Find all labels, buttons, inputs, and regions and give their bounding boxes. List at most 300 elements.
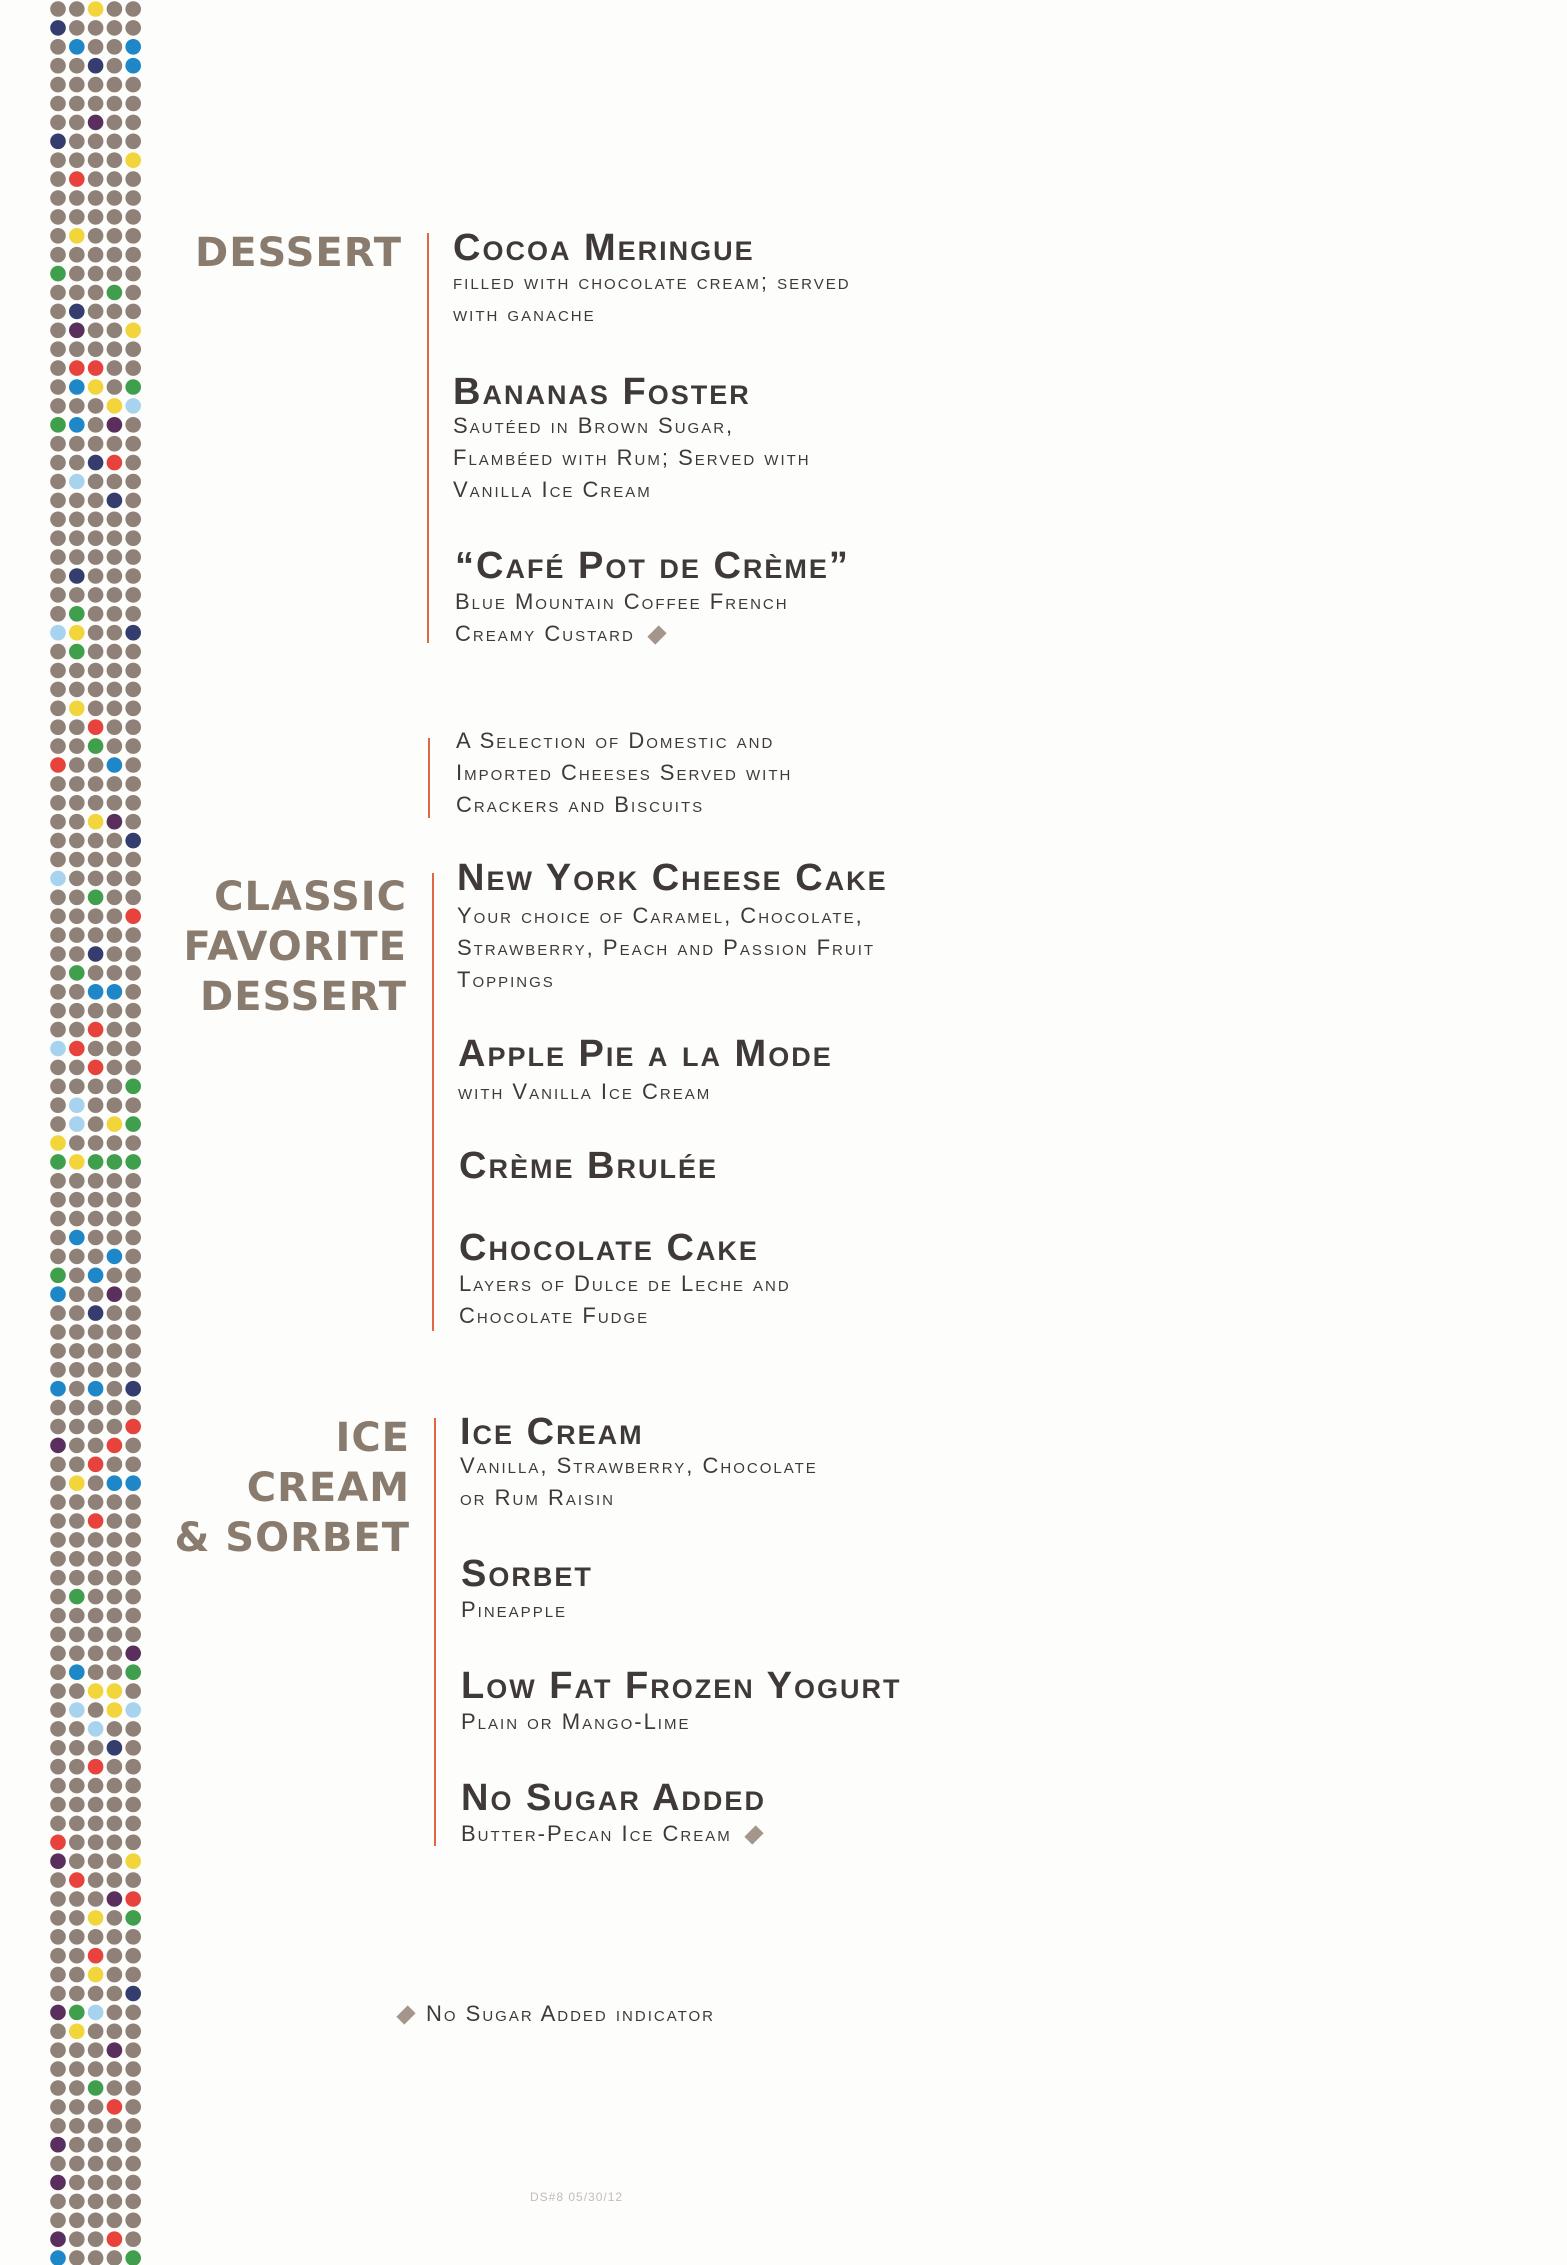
decorative-dot <box>88 1457 104 1473</box>
decorative-dot <box>50 1249 66 1265</box>
decorative-dot <box>50 209 66 225</box>
decorative-dot <box>50 1003 66 1019</box>
decorative-dot <box>50 1475 66 1491</box>
decorative-dot <box>50 946 66 962</box>
decorative-dot <box>125 908 141 924</box>
decorative-dot <box>125 946 141 962</box>
decorative-dot <box>125 984 141 1000</box>
decorative-dot <box>125 360 141 376</box>
decorative-dot <box>50 1702 66 1718</box>
decorative-dot <box>125 606 141 622</box>
decorative-dot <box>88 1041 104 1057</box>
decorative-dot <box>107 115 123 131</box>
decorative-dot <box>69 833 85 849</box>
decorative-dot <box>69 171 85 187</box>
decorative-dot <box>88 1853 104 1869</box>
decorative-dot <box>69 1948 85 1964</box>
legend-label: No Sugar Added indicator <box>426 2001 715 2026</box>
decorative-dot <box>88 1343 104 1359</box>
decorative-dot <box>107 2250 123 2265</box>
decorative-dot <box>88 1627 104 1643</box>
decorative-dot <box>69 1116 85 1132</box>
decorative-dot <box>50 2061 66 2077</box>
decorative-dot <box>107 719 123 735</box>
decorative-dot <box>50 512 66 528</box>
decorative-dot <box>107 1211 123 1227</box>
decorative-dot <box>107 1967 123 1983</box>
decorative-dot <box>88 341 104 357</box>
decorative-dot <box>50 20 66 36</box>
decorative-dot <box>69 1230 85 1246</box>
decorative-dot <box>69 1702 85 1718</box>
decorative-dot <box>107 1589 123 1605</box>
decorative-dot <box>69 2231 85 2247</box>
decorative-dot <box>125 1910 141 1926</box>
decorative-dot <box>107 190 123 206</box>
decorative-dot <box>50 927 66 943</box>
menu-item-description: Toppings <box>457 967 555 992</box>
decorative-dot <box>125 115 141 131</box>
decorative-dot <box>125 1457 141 1473</box>
decorative-dot <box>88 2080 104 2096</box>
menu-item-description: Imported Cheeses Served with <box>456 760 793 785</box>
decorative-dot <box>50 1286 66 1302</box>
section-title-ice-cream-sorbet <box>174 1413 410 1563</box>
decorative-dot <box>107 77 123 93</box>
menu-item-description: Flambéed with Rum; Served with <box>453 445 811 470</box>
decorative-dot <box>50 398 66 414</box>
decorative-dot <box>125 1967 141 1983</box>
decorative-dot <box>88 1513 104 1529</box>
decorative-dot <box>69 1683 85 1699</box>
decorative-dot <box>69 1891 85 1907</box>
decorative-dot <box>50 2194 66 2210</box>
decorative-dot <box>50 1872 66 1888</box>
decorative-dot <box>107 738 123 754</box>
decorative-dot <box>50 890 66 906</box>
menu-item-name: “Café Pot de Crème” <box>455 545 850 587</box>
decorative-dot <box>107 2118 123 2134</box>
decorative-dot <box>69 1097 85 1113</box>
decorative-dot <box>125 701 141 717</box>
no-sugar-legend <box>398 1998 715 2030</box>
decorative-dot <box>88 134 104 150</box>
menu-item-name: No Sugar Added <box>461 1777 766 1819</box>
decorative-dot <box>125 190 141 206</box>
decorative-dot <box>50 1570 66 1586</box>
decorative-dot <box>107 1343 123 1359</box>
decorative-dot <box>50 1646 66 1662</box>
decorative-dot <box>69 663 85 679</box>
decorative-dot <box>88 1608 104 1624</box>
decorative-dot <box>88 247 104 263</box>
decorative-dot <box>50 1079 66 1095</box>
decorative-dot <box>69 1721 85 1737</box>
decorative-dot <box>107 1381 123 1397</box>
decorative-dot <box>88 1381 104 1397</box>
decorative-dot <box>107 1097 123 1113</box>
menu-item-name: New York Cheese Cake <box>457 857 888 899</box>
decorative-dot <box>50 1457 66 1473</box>
decorative-dot <box>69 341 85 357</box>
menu-item-name: Crème Brulée <box>459 1145 718 1187</box>
decorative-dot <box>107 1721 123 1737</box>
decorative-dot <box>125 266 141 282</box>
decorative-dot <box>88 1551 104 1567</box>
decorative-dot <box>69 625 85 641</box>
decorative-dot <box>69 58 85 74</box>
decorative-dot <box>50 2042 66 2058</box>
decorative-dot <box>107 1797 123 1813</box>
decorative-dot <box>125 1438 141 1454</box>
decorative-dot <box>50 152 66 168</box>
decorative-dot <box>69 852 85 868</box>
decorative-dot <box>88 398 104 414</box>
decorative-dot <box>69 1551 85 1567</box>
decorative-dot <box>88 1778 104 1794</box>
decorative-dot <box>50 2099 66 2115</box>
decorative-dot <box>50 134 66 150</box>
decorative-dot <box>107 1041 123 1057</box>
menu-item-description: Blue Mountain Coffee French <box>455 589 789 614</box>
decorative-dot <box>88 2042 104 2058</box>
decorative-dot <box>125 1305 141 1321</box>
decorative-dot <box>50 455 66 471</box>
decorative-dot <box>125 228 141 244</box>
decorative-dot <box>50 663 66 679</box>
decorative-dot <box>125 2042 141 2058</box>
decorative-dot <box>88 417 104 433</box>
decorative-dot <box>107 398 123 414</box>
decorative-dot <box>69 360 85 376</box>
decorative-dot <box>125 1740 141 1756</box>
decorative-dot <box>50 568 66 584</box>
decorative-dot <box>88 512 104 528</box>
decorative-dot <box>125 1003 141 1019</box>
decorative-dot <box>50 1305 66 1321</box>
decorative-dot <box>107 1853 123 1869</box>
decorative-dot <box>69 1664 85 1680</box>
decorative-dot <box>50 1853 66 1869</box>
decorative-dot <box>69 1778 85 1794</box>
decorative-dot <box>107 1079 123 1095</box>
decorative-dot <box>88 1986 104 2002</box>
decorative-dot <box>50 1589 66 1605</box>
decorative-dot <box>125 1041 141 1057</box>
decorative-dot <box>69 1608 85 1624</box>
decorative-dot <box>88 833 104 849</box>
section-title-dessert <box>195 228 402 278</box>
decorative-dot <box>69 1305 85 1321</box>
decorative-dot <box>50 2080 66 2096</box>
decorative-dot <box>50 587 66 603</box>
decorative-dot <box>50 190 66 206</box>
decorative-dot <box>69 927 85 943</box>
decorative-dot <box>107 247 123 263</box>
decorative-dot <box>125 209 141 225</box>
decorative-dot <box>88 927 104 943</box>
decorative-dot <box>125 871 141 887</box>
decorative-dot <box>107 1249 123 1265</box>
decorative-dot <box>107 814 123 830</box>
decorative-dot <box>88 1268 104 1284</box>
decorative-dot <box>125 549 141 565</box>
decorative-dot <box>88 795 104 811</box>
decorative-dot <box>107 2061 123 2077</box>
decorative-dot <box>125 1891 141 1907</box>
decorative-dot <box>69 1853 85 1869</box>
menu-item-name: Sorbet <box>461 1553 593 1595</box>
decorative-dot <box>88 1211 104 1227</box>
decorative-dot <box>88 228 104 244</box>
decorative-dot <box>50 757 66 773</box>
decorative-dot <box>107 1910 123 1926</box>
decorative-dot <box>107 606 123 622</box>
no-sugar-diamond-icon <box>744 1826 763 1845</box>
decorative-dot <box>125 1608 141 1624</box>
decorative-dot <box>50 1097 66 1113</box>
decorative-dot <box>125 493 141 509</box>
decorative-dot <box>125 1551 141 1567</box>
decorative-dot <box>88 1060 104 1076</box>
decorative-dot <box>50 1721 66 1737</box>
decorative-dot <box>50 2024 66 2040</box>
decorative-dot <box>125 1513 141 1529</box>
decorative-dot <box>50 1986 66 2002</box>
decorative-dot <box>125 776 141 792</box>
decorative-dot <box>50 228 66 244</box>
decorative-dot <box>125 1324 141 1340</box>
decorative-dot <box>50 1740 66 1756</box>
decorative-dot <box>125 171 141 187</box>
decorative-dot <box>125 1230 141 1246</box>
decorative-dot <box>88 738 104 754</box>
decorative-dot <box>50 1343 66 1359</box>
decorative-dot <box>69 1513 85 1529</box>
decorative-dot <box>69 1400 85 1416</box>
decorative-dot <box>88 1797 104 1813</box>
decorative-dot <box>50 247 66 263</box>
decorative-dot <box>69 1003 85 1019</box>
document-code: DS#8 05/30/12 <box>530 2190 624 2204</box>
decorative-dot <box>107 1494 123 1510</box>
section-rule <box>432 873 434 1331</box>
decorative-dot <box>125 304 141 320</box>
decorative-dot <box>50 1929 66 1945</box>
decorative-dot <box>88 625 104 641</box>
decorative-dot <box>88 20 104 36</box>
decorative-dot <box>69 946 85 962</box>
menu-item-description: Pineapple <box>461 1597 568 1622</box>
menu-item-name: Chocolate Cake <box>459 1227 759 1269</box>
decorative-dot <box>69 795 85 811</box>
decorative-dot <box>107 360 123 376</box>
decorative-dot <box>88 719 104 735</box>
decorative-dot <box>125 1702 141 1718</box>
menu-item-description: Vanilla, Strawberry, Chocolate <box>460 1453 818 1478</box>
decorative-dot <box>69 152 85 168</box>
decorative-dot <box>69 2194 85 2210</box>
section-title-line: DESSERT <box>200 974 407 1020</box>
decorative-dot <box>69 1419 85 1435</box>
decorative-dot <box>88 1494 104 1510</box>
decorative-dot <box>107 39 123 55</box>
decorative-dot <box>69 1135 85 1151</box>
decorative-dot <box>50 96 66 112</box>
decorative-dot <box>50 1967 66 1983</box>
decorative-dot <box>69 455 85 471</box>
decorative-dot <box>107 2042 123 2058</box>
decorative-dot <box>88 96 104 112</box>
decorative-dot <box>107 152 123 168</box>
decorative-dot <box>50 1664 66 1680</box>
decorative-dot <box>69 776 85 792</box>
decorative-dot <box>88 1230 104 1246</box>
decorative-dot <box>50 1211 66 1227</box>
decorative-dot <box>125 39 141 55</box>
no-sugar-diamond-icon <box>647 626 666 645</box>
decorative-dot <box>69 1211 85 1227</box>
decorative-dot <box>50 436 66 452</box>
section-rule <box>427 233 429 643</box>
decorative-dot <box>125 757 141 773</box>
decorative-dot <box>107 2137 123 2153</box>
decorative-dot <box>50 2118 66 2134</box>
decorative-dot <box>69 2175 85 2191</box>
decorative-dot <box>107 1702 123 1718</box>
decorative-dot <box>125 2156 141 2172</box>
decorative-dot <box>107 1759 123 1775</box>
decorative-dot <box>107 455 123 471</box>
decorative-dot <box>107 1324 123 1340</box>
decorative-dot <box>50 1041 66 1057</box>
menu-item-name: Ice Cream <box>460 1411 644 1453</box>
section-title-line: ICE <box>335 1415 410 1461</box>
decorative-dot <box>69 2137 85 2153</box>
decorative-dot <box>50 379 66 395</box>
menu-item-description: Vanilla Ice Cream <box>453 477 652 502</box>
decorative-dot <box>69 1986 85 2002</box>
decorative-dot <box>69 549 85 565</box>
decorative-dot <box>88 1910 104 1926</box>
decorative-dot <box>107 1608 123 1624</box>
decorative-dot <box>88 644 104 660</box>
decorative-dot <box>107 1230 123 1246</box>
decorative-dot <box>107 890 123 906</box>
decorative-dot <box>88 1154 104 1170</box>
decorative-dot <box>50 1060 66 1076</box>
decorative-dot <box>125 1362 141 1378</box>
decorative-dot <box>88 1570 104 1586</box>
decorative-dot <box>50 1022 66 1038</box>
decorative-dot <box>125 455 141 471</box>
decorative-dot <box>50 1797 66 1813</box>
decorative-dot <box>125 1249 141 1265</box>
menu-item-name: Apple Pie a la Mode <box>458 1033 833 1075</box>
decorative-dot <box>50 1154 66 1170</box>
decorative-dot <box>50 1891 66 1907</box>
decorative-dot <box>50 1173 66 1189</box>
decorative-dot <box>69 644 85 660</box>
decorative-dot <box>88 1816 104 1832</box>
decorative-dot <box>50 719 66 735</box>
decorative-dot-column <box>48 0 164 2265</box>
menu-item-description <box>461 1818 762 1850</box>
decorative-dot <box>125 398 141 414</box>
decorative-dot <box>69 1286 85 1302</box>
decorative-dot <box>50 115 66 131</box>
decorative-dot <box>107 1286 123 1302</box>
decorative-dot <box>50 530 66 546</box>
decorative-dot <box>50 1816 66 1832</box>
decorative-dot <box>107 530 123 546</box>
decorative-dot <box>107 1740 123 1756</box>
decorative-dot <box>69 568 85 584</box>
decorative-dot <box>50 701 66 717</box>
decorative-dot <box>107 379 123 395</box>
decorative-dot <box>69 1154 85 1170</box>
decorative-dot <box>69 2005 85 2021</box>
decorative-dot <box>125 1872 141 1888</box>
decorative-dot <box>69 1475 85 1491</box>
decorative-dot <box>107 2194 123 2210</box>
decorative-dot <box>125 1097 141 1113</box>
decorative-dot <box>107 1362 123 1378</box>
decorative-dot <box>107 2156 123 2172</box>
decorative-dot <box>50 417 66 433</box>
decorative-dot <box>88 1532 104 1548</box>
decorative-dot <box>125 1646 141 1662</box>
decorative-dot <box>69 908 85 924</box>
decorative-dot <box>125 77 141 93</box>
decorative-dot <box>69 323 85 339</box>
decorative-dot <box>125 20 141 36</box>
decorative-dot <box>69 757 85 773</box>
decorative-dot <box>69 134 85 150</box>
decorative-dot <box>125 2175 141 2191</box>
decorative-dot <box>107 209 123 225</box>
decorative-dot <box>107 852 123 868</box>
decorative-dot <box>50 493 66 509</box>
decorative-dot <box>88 1022 104 1038</box>
decorative-dot <box>107 1986 123 2002</box>
decorative-dot <box>125 1400 141 1416</box>
decorative-dot <box>69 1627 85 1643</box>
section-rule <box>434 1418 436 1846</box>
menu-item-description: or Rum Raisin <box>460 1485 616 1510</box>
decorative-dot <box>125 474 141 490</box>
decorative-dot <box>107 2024 123 2040</box>
decorative-dot <box>125 927 141 943</box>
decorative-dot <box>88 776 104 792</box>
decorative-dot <box>107 1438 123 1454</box>
decorative-dot <box>88 1872 104 1888</box>
decorative-dot <box>69 1438 85 1454</box>
decorative-dot <box>107 1816 123 1832</box>
decorative-dot <box>50 2005 66 2021</box>
decorative-dot <box>88 285 104 301</box>
decorative-dot <box>69 701 85 717</box>
decorative-dot <box>69 379 85 395</box>
decorative-dot <box>69 493 85 509</box>
decorative-dot <box>50 984 66 1000</box>
decorative-dot <box>125 814 141 830</box>
decorative-dot <box>69 984 85 1000</box>
decorative-dot <box>69 2024 85 2040</box>
decorative-dot <box>125 341 141 357</box>
menu-item-description: Layers of Dulce de Leche and <box>459 1271 791 1296</box>
decorative-dot <box>88 587 104 603</box>
